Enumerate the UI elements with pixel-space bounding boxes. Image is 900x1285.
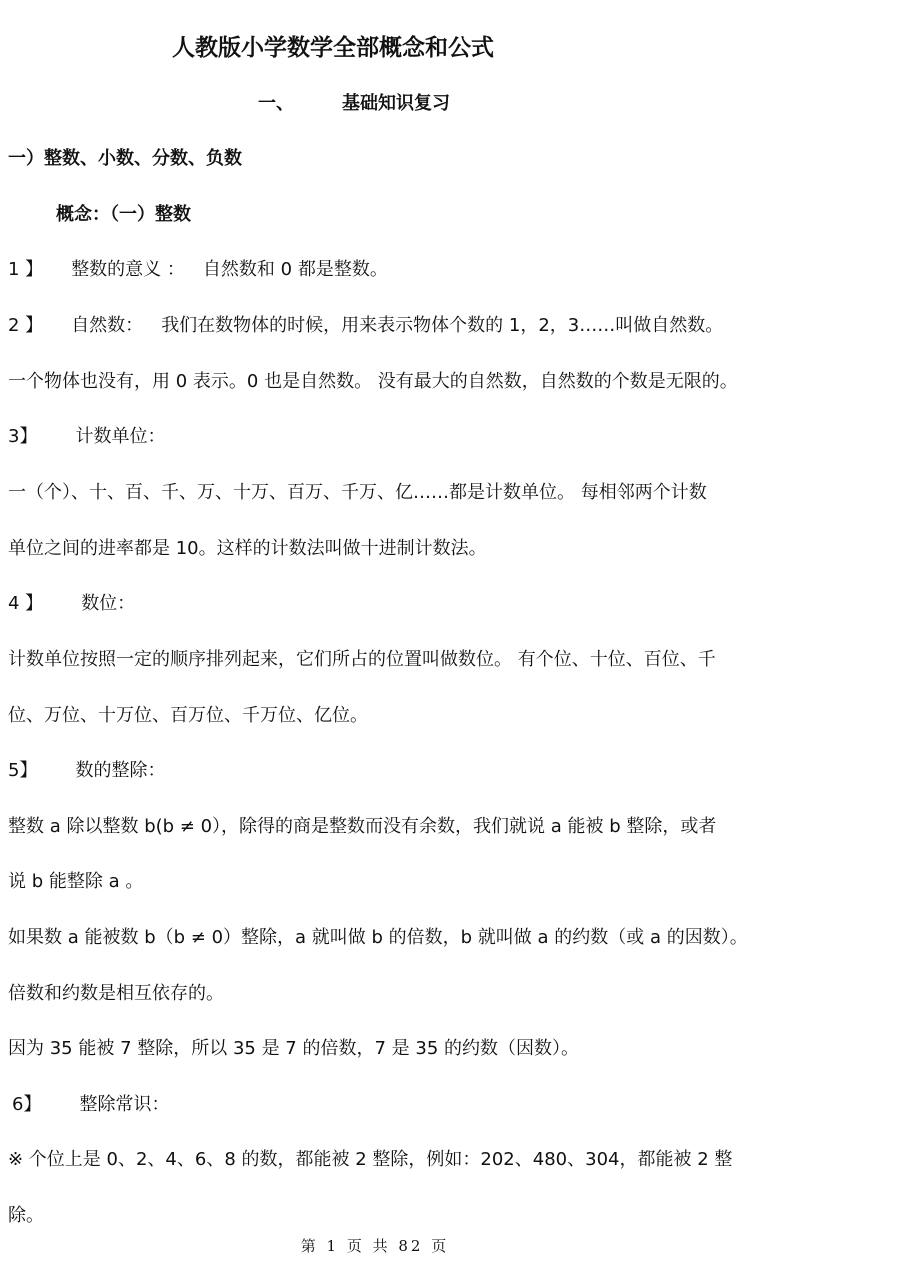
paragraph-line: 说 b 能整除 a 。	[8, 871, 144, 892]
list-item	[12, 1093, 169, 1117]
paragraph-line: 位、万位、十万位、百万位、千万位、亿位。	[8, 705, 368, 726]
list-item	[8, 592, 135, 616]
list-item	[8, 258, 388, 282]
item-number: 4 】	[8, 593, 44, 614]
paragraph-line: 如果数 a 能被数 b（b ≠ 0）整除，a 就叫做 b 的倍数，b 就叫做 a 的约数（或 a 的因数）。	[8, 927, 748, 948]
list-item	[8, 314, 723, 338]
list-item	[8, 425, 165, 449]
paragraph-line: 整数 a 除以整数 b(b ≠ 0），除得的商是整数而没有余数，我们就说 a 能被 b 整除，或者	[8, 816, 717, 837]
item-heading: 自然数：	[71, 315, 144, 336]
paragraph-line: 因为 35 能被 7 整除，所以 35 是 7 的倍数，7 是 35 的约数（因数）。	[8, 1038, 580, 1059]
item-text: 我们在数物体的时候，用来表示物体个数的 1，2，3……叫做自然数。	[161, 315, 724, 336]
page-footer: 第 1 页 共 82 页	[300, 1237, 450, 1255]
paragraph-line: 单位之间的进率都是 10。这样的计数法叫做十进制计数法。	[8, 538, 487, 559]
item-number: 5】	[8, 760, 38, 781]
concept-heading: 概念：（一）整数	[56, 204, 191, 225]
paragraph-line: 一（个）、十、百、千、万、十万、百万、千万、亿……都是计数单位。 每相邻两个计数	[8, 482, 707, 503]
section-heading	[258, 92, 450, 116]
item-heading: 数位：	[81, 593, 136, 614]
subsection-heading: 一）整数、小数、分数、负数	[8, 148, 242, 169]
item-heading: 数的整除：	[75, 760, 166, 781]
paragraph-line: 计数单位按照一定的顺序排列起来，它们所占的位置叫做数位。 有个位、十位、百位、千	[8, 649, 716, 670]
paragraph-line: 除。	[8, 1205, 44, 1226]
list-item	[8, 759, 165, 783]
item-number: 3】	[8, 426, 38, 447]
item-number: 1 】	[8, 259, 44, 280]
section-number: 一、	[258, 93, 294, 114]
section-label: 基础知识复习	[342, 93, 450, 114]
item-number: 2 】	[8, 315, 44, 336]
item-number: 6】	[12, 1094, 42, 1115]
paragraph-line: 倍数和约数是相互依存的。	[8, 983, 224, 1004]
item-heading: 计数单位：	[75, 426, 166, 447]
document-title: 人教版小学数学全部概念和公式	[172, 35, 494, 61]
item-heading: 整除常识：	[79, 1094, 170, 1115]
paragraph-line: ※ 个位上是 0、2、4、6、8 的数，都能被 2 整除，例如：202、480、304，都能被 2 整	[8, 1149, 733, 1170]
item-text: 自然数和 0 都是整数。	[202, 259, 388, 280]
item-heading: 整数的意义 ：	[71, 259, 185, 280]
paragraph-line: 一个物体也没有，用 0 表示。0 也是自然数。 没有最大的自然数，自然数的个数是无限的。	[8, 371, 738, 392]
